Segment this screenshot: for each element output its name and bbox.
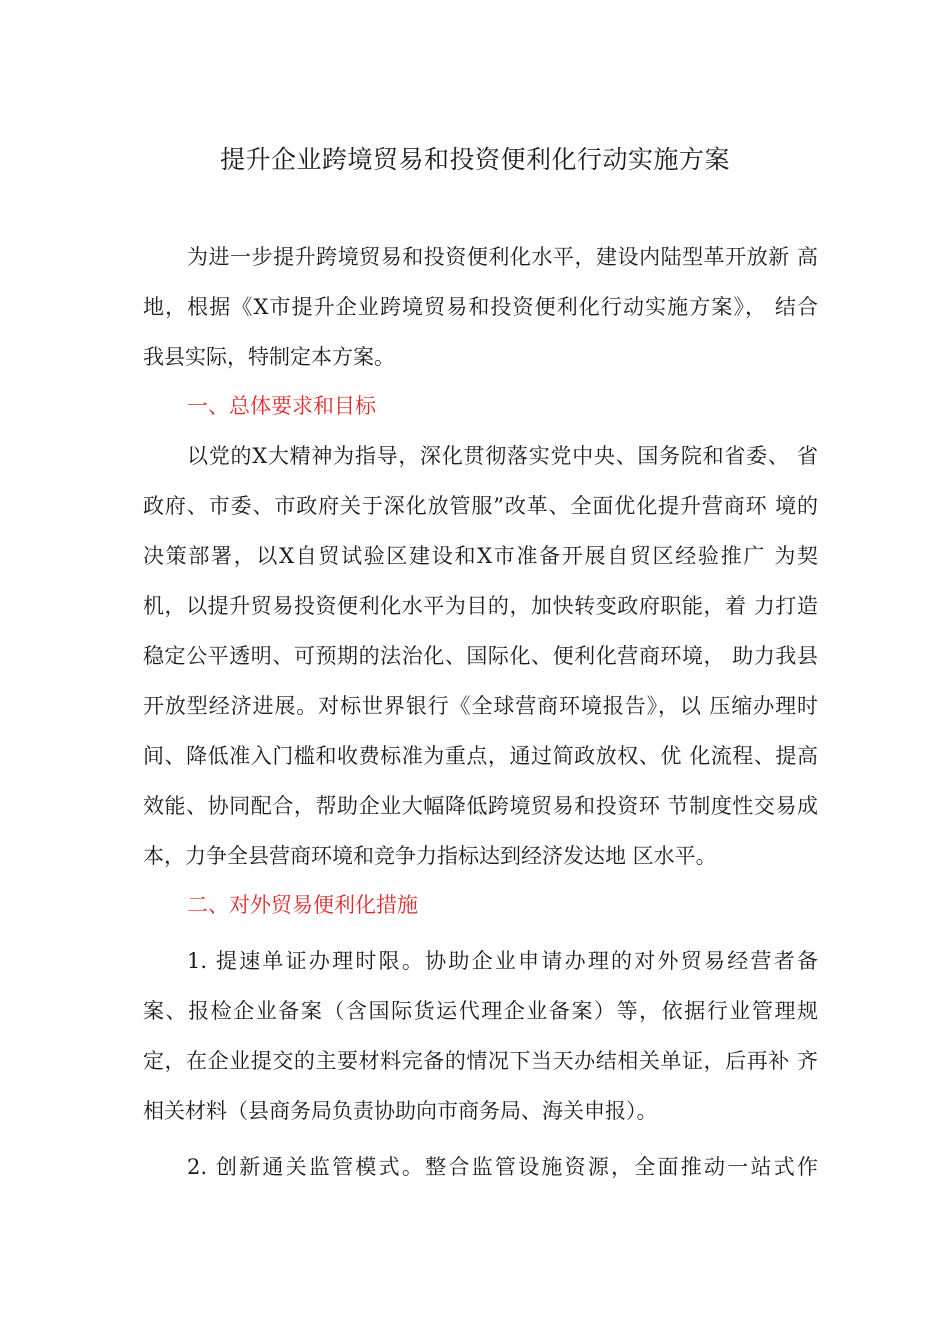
text-line: 开放型经济进展。对标世界银行《全球营商环境报告》，以 压缩办理时 [143, 694, 818, 718]
intro-paragraph [143, 232, 818, 382]
text-line: 定，在企业提交的主要材料完备的情况下当天办结相关单证，后再补 齐 [143, 1049, 818, 1073]
section-1 [143, 381, 818, 881]
text-line: 机，以提升贸易投资便利化水平为目的，加快转变政府职能，着 力打造 [143, 594, 818, 618]
text-line: 相关材料（县商务局负责协助向市商务局、海关申报）。 [143, 1099, 658, 1123]
text-line: 间、降低准入门槛和收费标准为重点，通过简政放权、优 化流程、提高 [143, 744, 818, 768]
text-line: 本，力争全县营商环境和竞争力指标达到经济发达地 区水平。 [143, 844, 717, 868]
text-line: 我县实际，特制定本方案。 [143, 345, 395, 369]
text-line: 以党的X大精神为指导，深化贯彻落实党中央、国务院和省委、 省 [187, 444, 818, 468]
document-title: 提升企业跨境贸易和投资便利化行动实施方案 [219, 145, 730, 174]
text-line: 地，根据《X市提升企业跨境贸易和投资便利化行动实施方案》， 结合 [143, 295, 818, 319]
text-line: 2. 创新通关监管模式。整合监管设施资源，全面推动一站式作 [187, 1155, 818, 1179]
section-heading: 一、总体要求和目标 [187, 394, 376, 418]
text-line: 政府、市委、市政府关于深化放管服”改革、全面优化提升营商环 境的 [143, 494, 818, 518]
section-2 [143, 880, 818, 1192]
text-line: 效能、协同配合，帮助企业大幅降低跨境贸易和投资环 节制度性交易成 [143, 794, 818, 818]
text-line: 为进一步提升跨境贸易和投资便利化水平，建设内陆型革开放新 高 [187, 245, 818, 269]
text-line: 案、报检企业备案（含国际货运代理企业备案）等，依据行业管理规 [143, 999, 818, 1023]
text-line: 稳定公平透明、可预期的法治化、国际化、便利化营商环境， 助力我县 [143, 644, 818, 668]
section-heading: 二、对外贸易便利化措施 [187, 893, 418, 917]
text-line: 决策部署，以X自贸试验区建设和X市准备开展自贸区经验推广 为契 [143, 544, 818, 568]
text-line: 1. 提速单证办理时限。协助企业申请办理的对外贸易经营者备 [187, 949, 818, 973]
